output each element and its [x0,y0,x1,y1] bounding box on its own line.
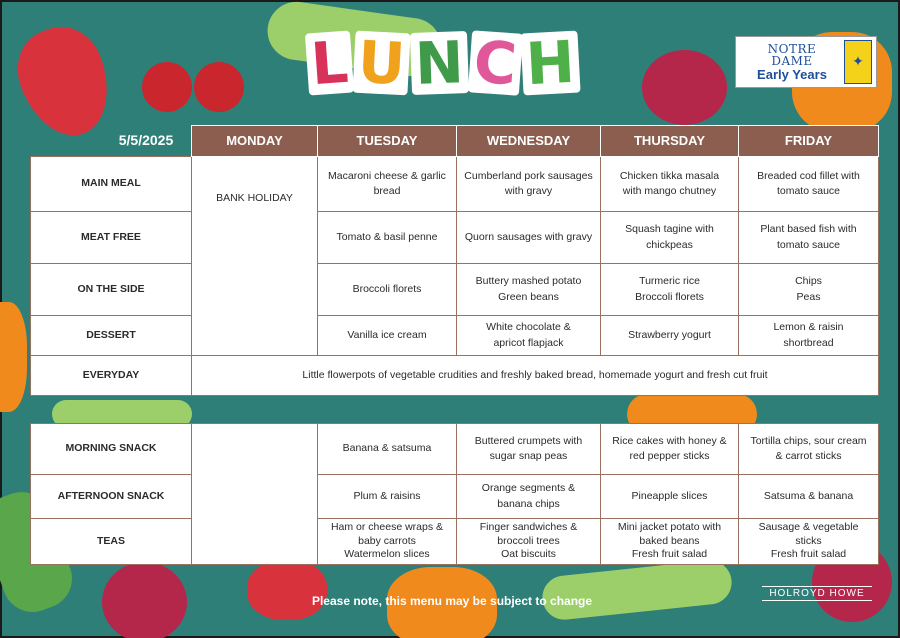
day-header: TUESDAY [318,126,457,157]
caterer-logo [762,586,872,601]
menu-cell: Buttered crumpets with sugar snap peas [457,424,601,475]
menu-cell: Sausage & vegetable sticks Fresh fruit salad [739,519,879,565]
row-label: EVERYDAY [31,356,192,396]
logo-line: NOTRE [767,41,817,56]
menu-cell: Lemon & raisin shortbread [739,316,879,356]
title-letter: N [410,31,469,95]
title-letter: H [521,31,581,96]
row-label: DESSERT [31,316,192,356]
day-header: MONDAY [192,126,318,157]
menu-date: 5/5/2025 [118,132,174,148]
menu-cell: Rice cakes with honey & red pepper sticks [601,424,739,475]
row-label: AFTERNOON SNACK [31,475,192,519]
menu-cell: Tomato & basil penne [318,212,457,264]
title-letter: C [468,30,523,95]
table-row [31,157,879,212]
title-letter: U [352,31,410,96]
row-label: ON THE SIDE [31,264,192,316]
table-row [31,475,879,519]
menu-cell: Plant based fish with tomato sauce [739,212,879,264]
day-header: WEDNESDAY [457,126,601,157]
menu-cell: Vanilla ice cream [318,316,457,356]
row-label: MEAT FREE [31,212,192,264]
pepper-decoration [0,302,27,412]
cherry-decoration [142,62,192,112]
row-label: MAIN MEAL [31,157,192,212]
crest-icon: ✦ [844,40,872,84]
monday-snack-cell [192,424,318,565]
menu-cell: Tortilla chips, sour cream & carrot sticks [739,424,879,475]
table-row [31,356,879,396]
menu-cell: Ham or cheese wraps & baby carrots Watermelon slices [318,519,457,565]
menu-cell: Chips Peas [739,264,879,316]
menu-cell: Broccoli florets [318,264,457,316]
logo-line: Early Years [757,66,827,82]
table-row [31,316,879,356]
menu-cell: White chocolate & apricot flapjack [457,316,601,356]
school-logo [735,36,877,88]
menu-cell: Strawberry yogurt [601,316,739,356]
courgette-decoration [540,558,734,622]
corner-cell [31,126,192,157]
menu-cell: Quorn sausages with gravy [457,212,601,264]
menu-cell: Pineapple slices [601,475,739,519]
menu-cell: Finger sandwiches & broccoli trees Oat biscuits [457,519,601,565]
day-header: THURSDAY [601,126,739,157]
menu-cell: Cumberland pork sausages with gravy [457,157,601,212]
menu-cell: Satsuma & banana [739,475,879,519]
footer-note: Please note, this menu may be subject to change [311,594,593,608]
table-row [31,424,879,475]
menu-cell: Mini jacket potato with baked beans Fresh fruit salad [601,519,739,565]
row-label: MORNING SNACK [31,424,192,475]
day-header: FRIDAY [739,126,879,157]
menu-cell: Buttery mashed potato Green beans [457,264,601,316]
title-letter: L [305,31,354,96]
row-label: TEAS [31,519,192,565]
menu-cell: Turmeric rice Broccoli florets [601,264,739,316]
beetroot-decoration [642,50,727,125]
everyday-cell: Little flowerpots of vegetable crudities and freshly baked bread, homemade yogurt and fresh cut fruit [192,356,879,396]
table-row [31,212,879,264]
menu-cell: Orange segments & banana chips [457,475,601,519]
monday-note: BANK HOLIDAY [192,157,318,356]
menu-cell: Chicken tikka masala with mango chutney [601,157,739,212]
page-title [307,27,579,99]
caterer-name: HOLROYD HOWE [762,586,872,601]
strawberry-decoration [247,560,327,620]
logo-line: DAME [771,54,813,69]
cherry-decoration [194,62,244,112]
menu-cell: Banana & satsuma [318,424,457,475]
menu-cell: Squash tagine with chickpeas [601,212,739,264]
table-spacer [31,396,879,424]
menu-cell: Macaroni cheese & garlic bread [318,157,457,212]
menu-cell: Breaded cod fillet with tomato sauce [739,157,879,212]
day-header-row [31,126,879,157]
table-row [31,264,879,316]
table-row [31,519,879,565]
menu-table [30,125,879,565]
menu-cell: Plum & raisins [318,475,457,519]
